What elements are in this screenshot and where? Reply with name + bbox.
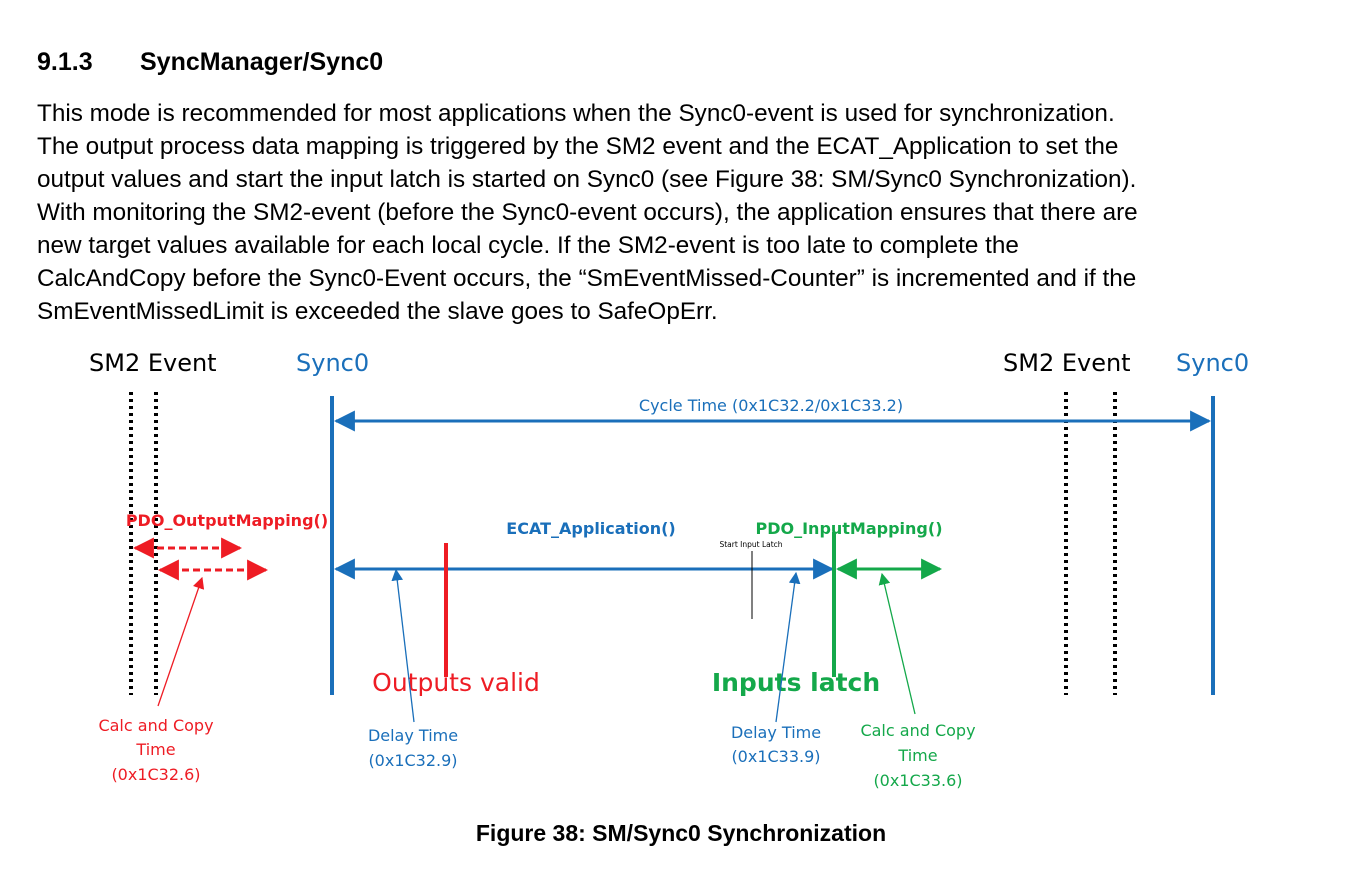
paragraph-line: The output process data mapping is triggered by the SM2 event and the ECAT_Application to set the (37, 133, 1119, 160)
pdo-input-mapping-label: PDO_InputMapping() (755, 519, 943, 538)
figure-caption: Figure 38: SM/Sync0 Synchronization (475, 820, 887, 846)
pdo-output-mapping-label: PDO_OutputMapping() (125, 511, 329, 530)
calc-copy-output-line: (0x1C32.6) (111, 765, 201, 784)
calc-copy-output-callout (158, 578, 202, 706)
delay-output-callout (396, 570, 414, 722)
calc-copy-input-text (860, 721, 975, 790)
paragraph-line: new target values available for each local cycle. If the SM2-event is too late to complete the (37, 232, 1019, 259)
delay-output-line: Delay Time (367, 726, 459, 745)
cycle-time-label: Cycle Time (0x1C32.2/0x1C33.2) (638, 396, 904, 415)
delay-input-text (731, 723, 821, 766)
paragraph-line: With monitoring the SM2-event (before the Sync0-event occurs), the application ensures that there are (37, 199, 1138, 226)
sm2-event-right-label: SM2 Event (1003, 349, 1131, 377)
calc-copy-input-callout (882, 574, 915, 714)
section-title: SyncManager/Sync0 (140, 48, 384, 76)
paragraph-line: This mode is recommended for most applications when the Sync0-event is used for synchronization. (37, 100, 1115, 127)
calc-copy-output-line: Calc and Copy (98, 716, 214, 735)
ecat-application-label: ECAT_Application() (506, 519, 676, 538)
section-number: 9.1.3 (37, 48, 93, 76)
outputs-valid-label: Outputs valid (372, 668, 540, 697)
calc-copy-output-text (98, 716, 213, 784)
delay-output-text (368, 726, 458, 770)
delay-input-callout (776, 573, 796, 722)
calc-copy-input-line: Calc and Copy (860, 721, 976, 740)
delay-input-line: (0x1C33.9) (731, 747, 821, 766)
sync0-left-label: Sync0 (296, 349, 370, 377)
calc-copy-input-line: (0x1C33.6) (873, 771, 963, 790)
start-input-latch-label: Start Input Latch (719, 540, 783, 549)
delay-output-line: (0x1C32.9) (368, 751, 458, 770)
calc-copy-output-line: Time (136, 740, 176, 759)
sync0-right-label: Sync0 (1176, 349, 1250, 377)
paragraph-line: SmEventMissedLimit is exceeded the slave goes to SafeOpErr. (37, 298, 718, 325)
calc-copy-input-line: Time (898, 746, 938, 765)
paragraph-line: CalcAndCopy before the Sync0-Event occurs, the “SmEventMissed-Counter” is incremented and if the (37, 265, 1137, 292)
delay-input-line: Delay Time (730, 723, 822, 742)
sm2-event-left-label: SM2 Event (89, 349, 217, 377)
paragraph-line: output values and start the input latch is started on Sync0 (see Figure 38: SM/Sync0 Synchronization). (37, 166, 1137, 193)
inputs-latch-label: Inputs latch (711, 668, 881, 697)
